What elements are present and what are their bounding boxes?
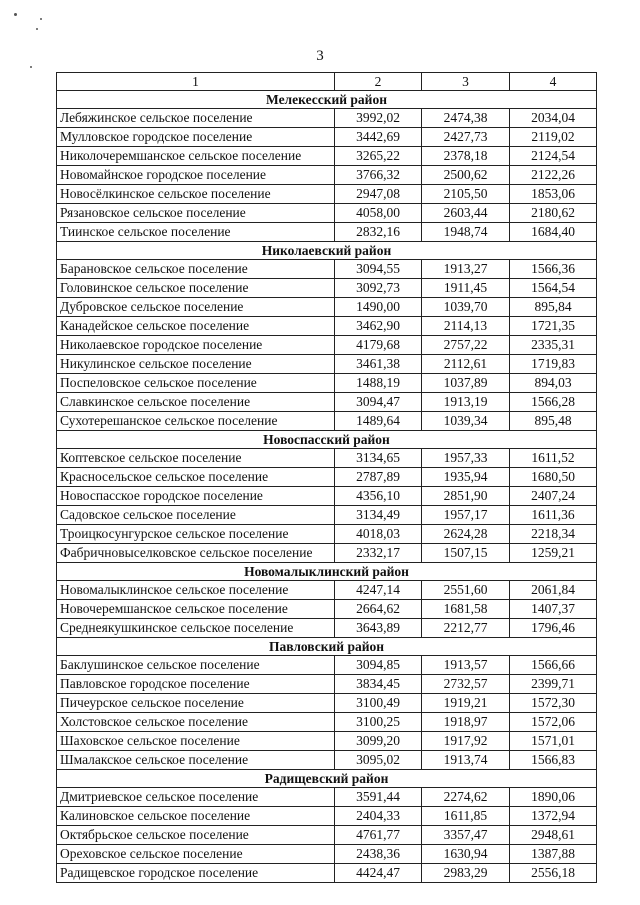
value-col-4: 1407,37: [510, 600, 597, 619]
settlement-name: Дмитриевское сельское поселение: [57, 788, 335, 807]
settlement-name: Ореховское сельское поселение: [57, 845, 335, 864]
table-row: [57, 355, 597, 374]
value-col-4: 1564,54: [510, 279, 597, 298]
value-col-4: 2122,26: [510, 166, 597, 185]
value-col-2: 2787,89: [335, 468, 422, 487]
value-col-2: 4247,14: [335, 581, 422, 600]
district-row: [57, 638, 597, 656]
value-col-2: 3095,02: [335, 751, 422, 770]
value-col-4: 894,03: [510, 374, 597, 393]
value-col-3: 2105,50: [422, 185, 510, 204]
settlement-name: Октябрьское сельское поселение: [57, 826, 335, 845]
district-name: Павловский район: [57, 638, 597, 656]
settlement-name: Шмалакское сельское поселение: [57, 751, 335, 770]
value-col-3: 2112,61: [422, 355, 510, 374]
value-col-4: 1572,30: [510, 694, 597, 713]
value-col-4: 1566,28: [510, 393, 597, 412]
value-col-3: 1039,34: [422, 412, 510, 431]
settlement-name: Садовское сельское поселение: [57, 506, 335, 525]
settlement-name: Среднеякушкинское сельское поселение: [57, 619, 335, 638]
value-col-3: 2274,62: [422, 788, 510, 807]
table-row: [57, 751, 597, 770]
table-row: [57, 374, 597, 393]
value-col-2: 3092,73: [335, 279, 422, 298]
settlement-name: Фабричновыселковское сельское поселение: [57, 544, 335, 563]
district-name: Мелекесский район: [57, 91, 597, 109]
district-row: [57, 91, 597, 109]
settlement-name: Пичеурское сельское поселение: [57, 694, 335, 713]
value-col-3: 1957,33: [422, 449, 510, 468]
settlement-name: Новомайнское городское поселение: [57, 166, 335, 185]
value-col-3: 1611,85: [422, 807, 510, 826]
value-col-4: 1684,40: [510, 223, 597, 242]
scan-speck: [40, 18, 42, 20]
table-row: [57, 147, 597, 166]
settlement-name: Мулловское городское поселение: [57, 128, 335, 147]
value-col-3: 1948,74: [422, 223, 510, 242]
value-col-2: 2332,17: [335, 544, 422, 563]
value-col-3: 2851,90: [422, 487, 510, 506]
table-row: [57, 204, 597, 223]
value-col-3: 2427,73: [422, 128, 510, 147]
header-col-2: 2: [335, 73, 422, 91]
table-row: [57, 279, 597, 298]
value-col-3: 1957,17: [422, 506, 510, 525]
table-row: [57, 656, 597, 675]
table-row: [57, 185, 597, 204]
value-col-2: 3094,85: [335, 656, 422, 675]
value-col-3: 1935,94: [422, 468, 510, 487]
table-header: [57, 73, 597, 91]
value-col-2: 2832,16: [335, 223, 422, 242]
settlement-name: Николочеремшанское сельское поселение: [57, 147, 335, 166]
table-row: [57, 317, 597, 336]
table-row: [57, 826, 597, 845]
value-col-4: 2119,02: [510, 128, 597, 147]
value-col-3: 1037,89: [422, 374, 510, 393]
value-col-4: 1571,01: [510, 732, 597, 751]
value-col-2: 3591,44: [335, 788, 422, 807]
table-row: [57, 166, 597, 185]
table-row: [57, 713, 597, 732]
value-col-3: 3357,47: [422, 826, 510, 845]
value-col-2: 3462,90: [335, 317, 422, 336]
value-col-4: 895,48: [510, 412, 597, 431]
value-col-2: 3134,65: [335, 449, 422, 468]
value-col-4: 1611,52: [510, 449, 597, 468]
value-col-2: 3442,69: [335, 128, 422, 147]
value-col-2: 2664,62: [335, 600, 422, 619]
value-col-3: 1913,57: [422, 656, 510, 675]
settlement-name: Николаевское городское поселение: [57, 336, 335, 355]
value-col-4: 1719,83: [510, 355, 597, 374]
district-row: [57, 563, 597, 581]
value-col-3: 2474,38: [422, 109, 510, 128]
settlement-name: Славкинское сельское поселение: [57, 393, 335, 412]
table-row: [57, 449, 597, 468]
value-col-4: 2061,84: [510, 581, 597, 600]
table-row: [57, 619, 597, 638]
table-row: [57, 675, 597, 694]
scan-speck: [36, 28, 38, 30]
value-col-4: 2407,24: [510, 487, 597, 506]
value-col-2: 3134,49: [335, 506, 422, 525]
settlement-name: Коптевское сельское поселение: [57, 449, 335, 468]
value-col-4: 1259,21: [510, 544, 597, 563]
settlement-name: Поспеловское сельское поселение: [57, 374, 335, 393]
value-col-2: 1490,00: [335, 298, 422, 317]
settlement-name: Сухотерешанское сельское поселение: [57, 412, 335, 431]
district-row: [57, 431, 597, 449]
value-col-2: 2404,33: [335, 807, 422, 826]
district-name: Радищевский район: [57, 770, 597, 788]
value-col-2: 4356,10: [335, 487, 422, 506]
table-row: [57, 468, 597, 487]
value-col-3: 2732,57: [422, 675, 510, 694]
header-col-1: 1: [57, 73, 335, 91]
header-col-3: 3: [422, 73, 510, 91]
settlement-name: Новосёлкинское сельское поселение: [57, 185, 335, 204]
value-col-4: 1572,06: [510, 713, 597, 732]
table-row: [57, 393, 597, 412]
value-col-4: 1566,36: [510, 260, 597, 279]
settlement-name: Лебяжинское сельское поселение: [57, 109, 335, 128]
settlement-name: Калиновское сельское поселение: [57, 807, 335, 826]
district-name: Николаевский район: [57, 242, 597, 260]
header-row: [57, 73, 597, 91]
table-row: [57, 412, 597, 431]
value-col-3: 1039,70: [422, 298, 510, 317]
value-col-3: 1913,27: [422, 260, 510, 279]
value-col-4: 1796,46: [510, 619, 597, 638]
table-row: [57, 807, 597, 826]
value-col-3: 1913,19: [422, 393, 510, 412]
value-col-3: 1507,15: [422, 544, 510, 563]
value-col-2: 1489,64: [335, 412, 422, 431]
table-row: [57, 487, 597, 506]
table-row: [57, 581, 597, 600]
settlement-name: Барановское сельское поселение: [57, 260, 335, 279]
settlement-name: Новоспасское городское поселение: [57, 487, 335, 506]
scan-speck: [14, 13, 17, 16]
value-col-4: 2556,18: [510, 864, 597, 883]
value-col-2: 3100,25: [335, 713, 422, 732]
value-col-4: 2180,62: [510, 204, 597, 223]
settlement-name: Канадейское сельское поселение: [57, 317, 335, 336]
table-row: [57, 109, 597, 128]
value-col-2: 4761,77: [335, 826, 422, 845]
settlement-name: Новомалыклинское сельское поселение: [57, 581, 335, 600]
settlement-name: Радищевское городское поселение: [57, 864, 335, 883]
value-col-3: 1913,74: [422, 751, 510, 770]
value-col-3: 1630,94: [422, 845, 510, 864]
district-name: Новоспасский район: [57, 431, 597, 449]
value-col-4: 2948,61: [510, 826, 597, 845]
value-col-3: 2983,29: [422, 864, 510, 883]
district-name: Новомалыклинский район: [57, 563, 597, 581]
value-col-3: 2624,28: [422, 525, 510, 544]
data-table: [56, 72, 597, 883]
value-col-3: 1681,58: [422, 600, 510, 619]
table-row: [57, 845, 597, 864]
table-row: [57, 544, 597, 563]
table-row: [57, 260, 597, 279]
table-row: [57, 864, 597, 883]
value-col-4: 1566,83: [510, 751, 597, 770]
settlement-name: Баклушинское сельское поселение: [57, 656, 335, 675]
value-col-2: 1488,19: [335, 374, 422, 393]
value-col-2: 2947,08: [335, 185, 422, 204]
value-col-2: 2438,36: [335, 845, 422, 864]
header-col-4: 4: [510, 73, 597, 91]
value-col-3: 2500,62: [422, 166, 510, 185]
value-col-2: 3461,38: [335, 355, 422, 374]
settlement-name: Шаховское сельское поселение: [57, 732, 335, 751]
settlement-name: Павловское городское поселение: [57, 675, 335, 694]
value-col-3: 2212,77: [422, 619, 510, 638]
value-col-2: 4018,03: [335, 525, 422, 544]
value-col-3: 1917,92: [422, 732, 510, 751]
scan-speck: [30, 66, 32, 68]
value-col-4: 1372,94: [510, 807, 597, 826]
district-row: [57, 770, 597, 788]
value-col-2: 4058,00: [335, 204, 422, 223]
value-col-4: 1853,06: [510, 185, 597, 204]
value-col-2: 3099,20: [335, 732, 422, 751]
table-row: [57, 788, 597, 807]
district-row: [57, 242, 597, 260]
settlement-name: Рязановское сельское поселение: [57, 204, 335, 223]
value-col-3: 2114,13: [422, 317, 510, 336]
table-body: [57, 91, 597, 883]
table-row: [57, 506, 597, 525]
table-row: [57, 600, 597, 619]
table-row: [57, 223, 597, 242]
table-row: [57, 525, 597, 544]
value-col-2: 3643,89: [335, 619, 422, 638]
value-col-2: 3094,55: [335, 260, 422, 279]
table-row: [57, 128, 597, 147]
settlement-name: Никулинское сельское поселение: [57, 355, 335, 374]
value-col-3: 2603,44: [422, 204, 510, 223]
value-col-4: 1680,50: [510, 468, 597, 487]
value-col-4: 1566,66: [510, 656, 597, 675]
value-col-3: 2757,22: [422, 336, 510, 355]
value-col-4: 2335,31: [510, 336, 597, 355]
table-row: [57, 336, 597, 355]
value-col-2: 4424,47: [335, 864, 422, 883]
settlement-name: Тиинское сельское поселение: [57, 223, 335, 242]
value-col-3: 2551,60: [422, 581, 510, 600]
value-col-3: 1919,21: [422, 694, 510, 713]
value-col-2: 3992,02: [335, 109, 422, 128]
value-col-2: 3265,22: [335, 147, 422, 166]
value-col-4: 895,84: [510, 298, 597, 317]
value-col-2: 4179,68: [335, 336, 422, 355]
value-col-3: 2378,18: [422, 147, 510, 166]
value-col-4: 2034,04: [510, 109, 597, 128]
settlement-name: Головинское сельское поселение: [57, 279, 335, 298]
value-col-4: 2124,54: [510, 147, 597, 166]
value-col-2: 3766,32: [335, 166, 422, 185]
value-col-4: 1611,36: [510, 506, 597, 525]
settlement-name: Новочеремшанское сельское поселение: [57, 600, 335, 619]
value-col-4: 1721,35: [510, 317, 597, 336]
value-col-3: 1911,45: [422, 279, 510, 298]
settlement-name: Дубровское сельское поселение: [57, 298, 335, 317]
settlement-name: Холстовское сельское поселение: [57, 713, 335, 732]
table-row: [57, 732, 597, 751]
value-col-3: 1918,97: [422, 713, 510, 732]
value-col-4: 1387,88: [510, 845, 597, 864]
value-col-2: 3100,49: [335, 694, 422, 713]
value-col-4: 1890,06: [510, 788, 597, 807]
table-row: [57, 694, 597, 713]
settlement-name: Троицкосунгурское сельское поселение: [57, 525, 335, 544]
value-col-4: 2218,34: [510, 525, 597, 544]
table-row: [57, 298, 597, 317]
settlement-name: Красносельское сельское поселение: [57, 468, 335, 487]
value-col-2: 3094,47: [335, 393, 422, 412]
page-number: 3: [316, 48, 324, 64]
value-col-2: 3834,45: [335, 675, 422, 694]
value-col-4: 2399,71: [510, 675, 597, 694]
